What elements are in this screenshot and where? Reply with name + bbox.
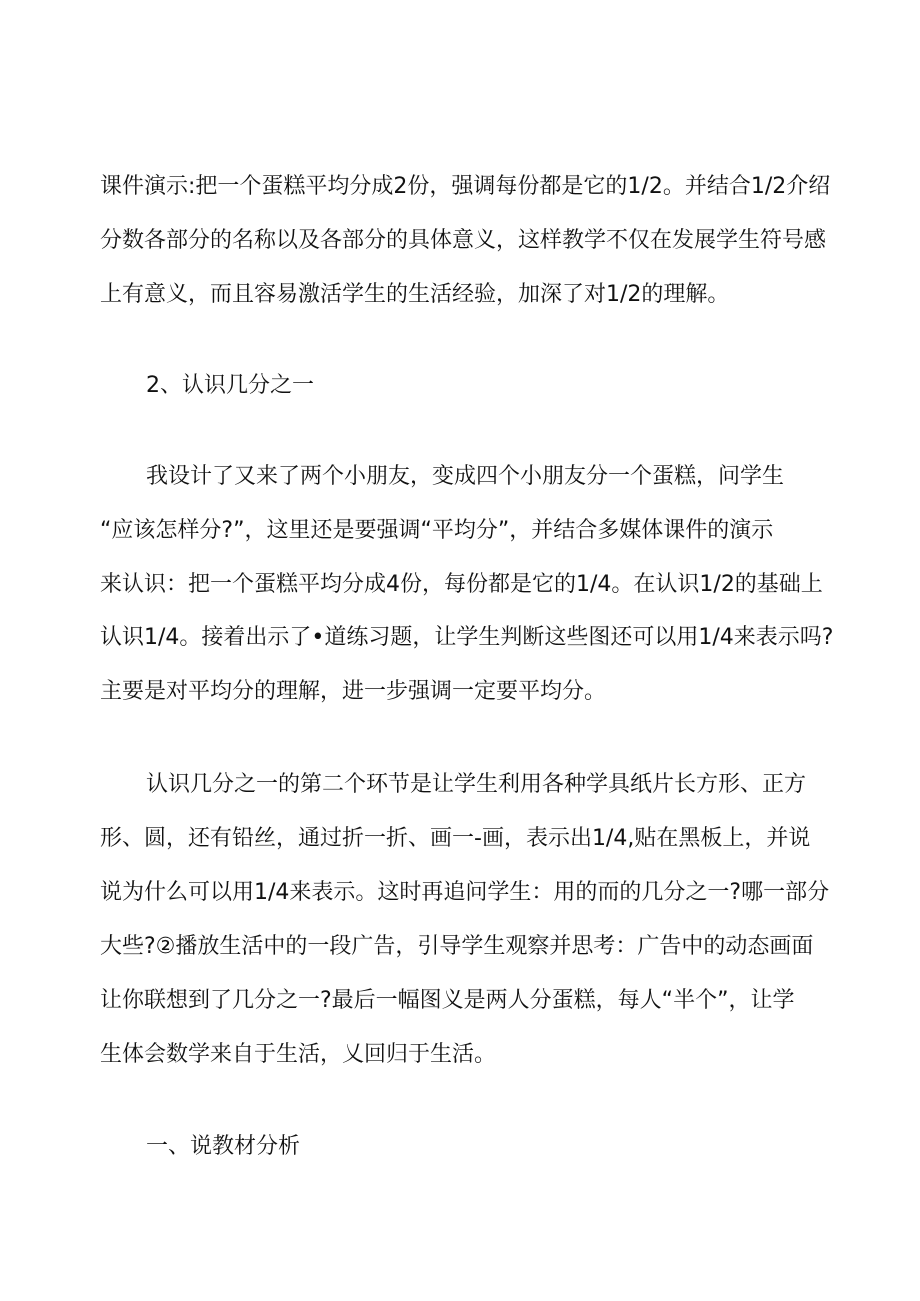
paragraph-3-line-5: 让你联想到了几分之一?最后一幅图义是两人分蛋糕，每人“半个”，让学	[100, 988, 795, 1013]
paragraph-3-line-3: 说为什么可以用1/4来表示。这时再追问学生：用的而的几分之一?哪一部分	[100, 880, 830, 905]
paragraph-3-line-1: 认识几分之一的第二个环节是让学生利用各种学具纸片长方形、正方	[146, 772, 807, 797]
paragraph-2-line-5: 主要是对平均分的理解，进一步强调一定要平均分。	[100, 679, 607, 704]
paragraph-2-line-4: 认识1/4。接着出示了•道练习题，让学生判断这些图还可以用1/4来表示吗?	[100, 625, 834, 650]
paragraph-1-line-1: 课件演示:把一个蛋糕平均分成2份，强调每份都是它的1/2。并结合1/2介绍	[100, 174, 831, 199]
paragraph-1-line-3: 上有意义，而且容易激活学生的生活经验，加深了对1/2的理解。	[100, 282, 730, 307]
section-heading-textbook-analysis: 一、说教材分析	[146, 1134, 301, 1159]
paragraph-3-line-4: 大些?②播放生活中的一段广告，引导学生观察并思考：广告中的动态画面	[100, 934, 814, 959]
paragraph-1-line-2: 分数各部分的名称以及各部分的具体意义，这样教学不仅在发展学生符号感	[100, 228, 827, 253]
paragraph-2-line-1: 我设计了又来了两个小朋友，变成四个小朋友分一个蛋糕，问学生	[146, 464, 785, 489]
paragraph-3-line-6: 生体会数学来自于生活，乂回归于生活。	[100, 1042, 497, 1067]
paragraph-2-line-3: 来认识：把一个蛋糕平均分成4份，每份都是它的1/4。在认识1/2的基础上	[100, 572, 823, 597]
paragraph-2-line-2: “应该怎样分?”，这里还是要强调“平均分”，并结合多媒体课件的演示	[100, 518, 774, 543]
paragraph-3-line-2: 形、圆，还有铅丝，通过折一折、画一-画，表示出1/4,贴在黑板上，并说	[100, 826, 811, 851]
section-heading-recognize-fractions: 2、认识几分之一	[146, 373, 314, 398]
